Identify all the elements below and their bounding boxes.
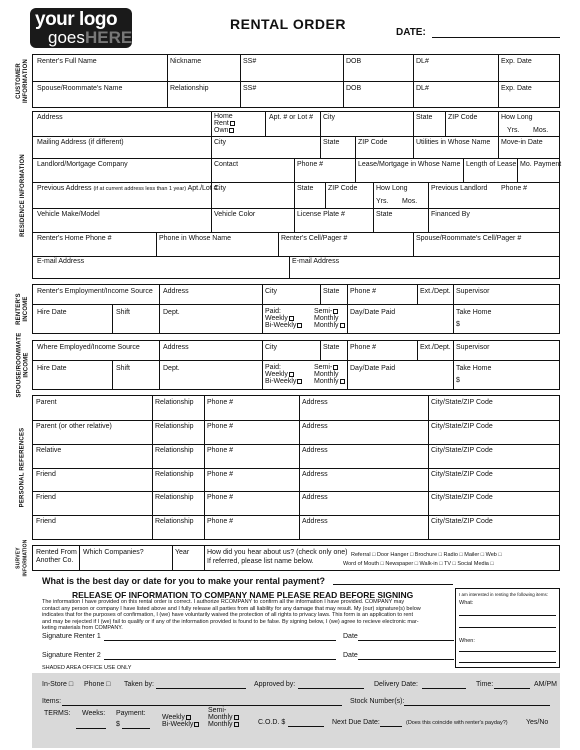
what-line-1[interactable] — [459, 615, 556, 616]
delivery-date-label: Delivery Date: — [374, 681, 418, 688]
residence-section — [32, 111, 560, 279]
side-label-references: PERSONAL REFERENCES — [19, 427, 26, 508]
prev-state-field[interactable]: State — [297, 185, 314, 192]
reference-relationship-field[interactable]: Relationship — [155, 518, 194, 526]
reference-phone-field[interactable]: Phone # — [207, 494, 234, 502]
terms-biweekly-checkbox[interactable]: Bi-Weekly — [162, 721, 199, 729]
delivery-date-field[interactable] — [422, 688, 466, 689]
day-paid-field[interactable]: Day/Date Paid — [350, 309, 396, 316]
reference-city-state-zip-field[interactable]: City/State/ZIP Code — [431, 399, 493, 406]
rented-from-field[interactable]: Rented From Another Co. — [36, 549, 77, 564]
reference-phone-field[interactable]: Phone # — [207, 470, 234, 478]
mailing-address-field[interactable]: Mailing Address (if different) — [37, 139, 124, 146]
ext-dept-field[interactable]: Ext./Dept. — [420, 288, 451, 295]
employment-field[interactable]: Renter's Employment/Income Source — [37, 288, 153, 295]
utilities-field[interactable]: Utilities in Whose Name — [416, 139, 491, 146]
signature-1-label: Signature Renter 1 — [42, 633, 101, 640]
items-label: Items: — [42, 698, 62, 705]
coincide-label: (Does this coincide with renter's payday?) — [406, 720, 508, 726]
date-1-field[interactable] — [358, 640, 454, 641]
mo-payment-field[interactable]: Mo. Payment — [520, 161, 562, 168]
spouse-ssn-field[interactable]: SS# — [243, 85, 257, 92]
prev-landlord-field[interactable]: Previous Landlord — [431, 185, 488, 192]
next-due-label: Next Due Date: — [332, 719, 380, 726]
hear-options-row2[interactable]: Word of Mouth □ Newspaper □ Walk-in □ TV □ Social Media □ — [343, 561, 494, 567]
reference-address-field[interactable]: Address — [302, 470, 328, 478]
spouse-employer-city-field[interactable]: City — [265, 344, 278, 351]
spouse-semi-monthly-checkbox[interactable]: Semi- — [314, 364, 338, 372]
phone-checkbox[interactable]: Phone □ — [84, 681, 111, 688]
employer-phone-field[interactable]: Phone # — [350, 288, 377, 295]
zip-field[interactable]: ZIP Code — [448, 114, 478, 121]
ssn-field[interactable]: SS# — [243, 58, 257, 65]
spouse-weekly-checkbox[interactable]: Weekly — [265, 371, 294, 379]
paid-label: Paid: — [265, 308, 281, 315]
approved-by-field[interactable] — [298, 688, 364, 689]
take-home-dollar: $ — [456, 321, 460, 328]
when-label: When: — [459, 638, 475, 644]
move-in-field[interactable]: Move-in Date — [501, 139, 543, 146]
shaded-area-label: SHADED AREA OFFICE USE ONLY — [42, 665, 132, 671]
reference-relationship-field[interactable]: Relationship — [155, 399, 194, 406]
signature-2-label: Signature Renter 2 — [42, 652, 101, 659]
supervisor-field[interactable]: Supervisor — [456, 288, 490, 295]
monthly-checkbox[interactable]: Monthly — [314, 322, 345, 330]
side-label-residence: RESIDENCE INFORMATION — [19, 153, 26, 237]
interested-label: I am interested in renting the following items: — [459, 592, 549, 597]
address-field[interactable]: Address — [37, 114, 63, 121]
which-companies-field[interactable]: Which Companies? — [83, 549, 144, 556]
prev-landlord-phone-field[interactable]: Phone # — [501, 185, 528, 192]
reference-address-field[interactable]: Address — [302, 399, 328, 406]
interested-box — [455, 588, 560, 668]
cod-label: C.O.D. $ — [258, 719, 286, 726]
terms-semi-label: Semi- — [208, 707, 227, 714]
spouse-monthly-checkbox[interactable]: Monthly — [314, 378, 345, 386]
date-2-label: Date — [343, 652, 358, 659]
cell-pager-field[interactable]: Renter's Cell/Pager # — [281, 235, 348, 242]
reference-name-field[interactable]: Parent (or other relative) — [36, 422, 112, 430]
year-field[interactable]: Year — [175, 549, 190, 556]
approved-by-label: Approved by: — [254, 681, 296, 688]
hire-date-field[interactable]: Hire Date — [37, 309, 67, 316]
terms-weekly-checkbox[interactable]: Weekly — [162, 714, 191, 722]
reference-city-state-zip-field[interactable]: City/State/ZIP Code — [431, 518, 493, 526]
hear-about-label: How did you hear about us? (check only one) — [207, 549, 348, 556]
spouse-semi-monthly-label: Monthly — [314, 371, 339, 378]
what-label: What: — [459, 600, 474, 606]
side-label-renters-income: RENTER'S INCOME — [16, 293, 30, 325]
reference-relationship-field[interactable]: Relationship — [155, 422, 194, 430]
renters-income-section — [32, 284, 560, 334]
payment-label: Payment: — [116, 710, 146, 717]
email-2-field[interactable]: E-mail Address — [292, 258, 340, 265]
reference-city-state-zip-field[interactable]: City/State/ZIP Code — [431, 470, 493, 478]
next-due-field[interactable] — [380, 726, 402, 727]
referred-label: If referred, please list name below. — [207, 558, 314, 565]
dob-field[interactable]: DOB — [346, 58, 362, 65]
taken-by-label: Taken by: — [124, 681, 154, 688]
spouse-dob-field[interactable]: DOB — [346, 85, 362, 92]
in-store-checkbox[interactable]: In-Store □ — [42, 681, 74, 688]
reference-relationship-field[interactable]: Relationship — [155, 494, 194, 502]
reference-address-field[interactable]: Address — [302, 422, 328, 430]
reference-phone-field[interactable]: Phone # — [207, 422, 234, 430]
terms-semi-monthly-checkbox[interactable]: Monthly — [208, 714, 239, 722]
spouse-dl-field[interactable]: DL# — [416, 85, 429, 92]
spouse-employer-phone-field[interactable]: Phone # — [350, 344, 377, 351]
when-line-2[interactable] — [459, 662, 556, 663]
spouse-dept-field[interactable]: Dept. — [163, 365, 180, 372]
vehicle-make-field[interactable]: Vehicle Make/Model — [37, 211, 100, 218]
date-label: DATE: — [396, 27, 426, 38]
side-label-customer: CUSTOMER INFORMATION — [16, 58, 29, 104]
date-field[interactable] — [432, 37, 560, 38]
spouse-name-field[interactable]: Spouse/Roommate's Name — [37, 85, 123, 92]
employer-city-field[interactable]: City — [265, 288, 278, 295]
taken-by-field[interactable] — [156, 688, 246, 689]
weekly-checkbox[interactable]: Weekly — [265, 315, 294, 323]
release-title: RELEASE OF INFORMATION TO COMPANY NAME PLEASE READ BEFORE SIGNING — [72, 590, 414, 600]
exp-date-field[interactable]: Exp. Date — [501, 58, 532, 65]
spouse-employer-state-field[interactable]: State — [323, 344, 340, 351]
license-plate-field[interactable]: License Plate # — [297, 211, 345, 218]
dept-field[interactable]: Dept. — [163, 309, 180, 316]
prev-address-field[interactable]: Previous Address (if at current address less than 1 year) Apt./Lot # — [37, 185, 218, 192]
shift-field[interactable]: Shift — [116, 309, 131, 316]
office-use-area — [32, 673, 560, 748]
reference-city-state-zip-field[interactable]: City/State/ZIP Code — [431, 422, 493, 430]
employer-state-field[interactable]: State — [323, 288, 340, 295]
spouse-paid-label: Paid: — [265, 364, 281, 371]
side-label-survey: SURVEY INFORMATION — [16, 539, 30, 577]
nickname-field[interactable]: Nickname — [170, 58, 202, 65]
best-day-field[interactable] — [333, 584, 453, 585]
logo-text-2: goes — [48, 28, 85, 47]
reference-relationship-field[interactable]: Relationship — [155, 446, 194, 454]
prev-mos-label: Mos. — [402, 198, 418, 205]
reference-name-field[interactable]: Friend — [36, 518, 56, 526]
renter-name-field[interactable]: Renter's Full Name — [37, 58, 97, 65]
reference-name-field[interactable]: Friend — [36, 470, 56, 478]
email-field[interactable]: E-mail Address — [37, 258, 85, 265]
best-day-question: What is the best day or date for you to make your rental payment? — [42, 576, 326, 586]
signature-1-field[interactable] — [104, 640, 336, 641]
company-logo — [30, 8, 132, 48]
own-checkbox[interactable]: Own — [214, 127, 234, 135]
financed-by-field[interactable]: Financed By — [431, 211, 470, 218]
spouse-take-home-dollar: $ — [456, 377, 460, 384]
survey-section — [32, 545, 560, 571]
mailing-city-field[interactable]: City — [214, 139, 227, 146]
contact-field[interactable]: Contact — [214, 161, 239, 168]
dl-field[interactable]: DL# — [416, 58, 429, 65]
reference-relationship-field[interactable]: Relationship — [155, 470, 194, 478]
city-field[interactable]: City — [323, 114, 336, 121]
terms-monthly-checkbox[interactable]: Monthly — [208, 721, 239, 729]
reference-phone-field[interactable]: Phone # — [207, 446, 234, 454]
terms-label: TERMS: — [44, 710, 71, 717]
spouse-exp-field[interactable]: Exp. Date — [501, 85, 532, 92]
date-2-field[interactable] — [358, 659, 454, 660]
semi-monthly-label: Monthly — [314, 315, 339, 322]
reference-name-field[interactable]: Relative — [36, 446, 62, 454]
stock-number-label: Stock Number(s): — [350, 698, 405, 705]
date-1-label: Date — [343, 633, 358, 640]
mailing-state-field[interactable]: State — [323, 139, 340, 146]
side-label-spouse-income: SPOUSE/ROOMMATE INCOME — [16, 332, 29, 398]
customer-section — [32, 54, 560, 108]
spouse-cell-field[interactable]: Spouse/Roommate's Cell/Pager # — [416, 235, 522, 242]
landlord-field[interactable]: Landlord/Mortgage Company — [37, 161, 128, 168]
spouse-employment-field[interactable]: Where Employed/Income Source — [37, 344, 140, 351]
spouse-biweekly-checkbox[interactable]: Bi-Weekly — [265, 378, 302, 386]
vehicle-color-field[interactable]: Vehicle Color — [214, 211, 256, 218]
employer-address-field[interactable]: Address — [163, 288, 189, 295]
reference-address-field[interactable]: Address — [302, 494, 328, 502]
biweekly-checkbox[interactable]: Bi-Weekly — [265, 322, 302, 330]
reference-phone-field[interactable]: Phone # — [207, 399, 234, 406]
references-section — [32, 395, 560, 540]
prev-zip-field[interactable]: ZIP Code — [328, 185, 358, 192]
mailing-zip-field[interactable]: ZIP Code — [358, 139, 388, 146]
yrs-label: Yrs. — [507, 127, 520, 134]
logo-text-1: your logo — [35, 9, 118, 30]
time-field[interactable] — [494, 688, 530, 689]
spouse-ext-dept-field[interactable]: Ext./Dept. — [420, 344, 451, 351]
reference-name-field[interactable]: Parent — [36, 399, 57, 406]
prev-how-long-field[interactable]: How Long — [376, 185, 408, 192]
payment-field[interactable] — [122, 728, 150, 729]
spouse-take-home-field[interactable]: Take Home — [456, 365, 492, 372]
ampm-label: AM/PM — [534, 681, 557, 688]
relationship-field[interactable]: Relationship — [170, 85, 209, 92]
lease-length-field[interactable]: Length of Lease — [466, 161, 517, 168]
mos-label: Mos. — [533, 127, 549, 134]
time-label: Time: — [476, 681, 494, 688]
cod-field[interactable] — [288, 726, 324, 727]
home-phone-field[interactable]: Renter's Home Phone # — [37, 235, 112, 242]
weeks-field[interactable] — [76, 728, 106, 729]
reference-address-field[interactable]: Address — [302, 446, 328, 454]
spouse-supervisor-field[interactable]: Supervisor — [456, 344, 490, 351]
reference-city-state-zip-field[interactable]: City/State/ZIP Code — [431, 494, 493, 502]
hear-options-row1[interactable]: Referral □ Door Hanger □ Brochure □ Radio □ Mailer □ Web □ — [351, 552, 502, 558]
reference-phone-field[interactable]: Phone # — [207, 518, 234, 526]
reference-city-state-zip-field[interactable]: City/State/ZIP Code — [431, 446, 493, 454]
state-field[interactable]: State — [416, 114, 433, 121]
reference-name-field[interactable]: Friend — [36, 494, 56, 502]
landlord-phone-field[interactable]: Phone # — [297, 161, 324, 168]
phone-whose-name-field[interactable]: Phone in Whose Name — [159, 235, 231, 242]
items-field[interactable] — [62, 705, 342, 706]
form-title: RENTAL ORDER — [230, 16, 346, 32]
spouse-hire-date-field[interactable]: Hire Date — [37, 365, 67, 372]
spouse-day-paid-field[interactable]: Day/Date Paid — [350, 365, 396, 372]
payment-dollar: $ — [116, 721, 120, 728]
lease-field[interactable]: Lease/Mortgage in Whose Name — [358, 161, 461, 168]
stock-number-field[interactable] — [404, 705, 550, 706]
spouse-shift-field[interactable]: Shift — [116, 365, 131, 372]
reference-address-field[interactable]: Address — [302, 518, 328, 526]
prev-yrs-label: Yrs. — [376, 198, 389, 205]
take-home-field[interactable]: Take Home — [456, 309, 492, 316]
how-long-field[interactable]: How Long — [501, 114, 533, 121]
release-text: The information I have provided on this rental order is correct. I authorize RCOMPANY to confirm all the information I have provided. COMPANY may contact any person or company I have listed above and I fully release all parties from all liability for any damage that may result. My (our) signature(s) below indicates that for the purposes of confirmation, I (we) have voluntarily waived the protection of all rights to privacy laws. This form is an application to rent and may be rejected if I (we) fail to qualify or if any of the information provided is found to be false. By signing below, I (we) agree to recieve electronic mar- keting materials from COMPANY. — [42, 599, 421, 631]
home-label: Home — [214, 113, 233, 120]
spouse-income-section — [32, 340, 560, 390]
spouse-employer-address-field[interactable]: Address — [163, 344, 189, 351]
rent-checkbox[interactable]: Rent — [214, 120, 235, 128]
apt-field[interactable]: Apt. # or Lot # — [269, 114, 313, 121]
logo-text-3: HERE — [85, 28, 132, 47]
weeks-label: Weeks: — [82, 710, 106, 717]
semi-monthly-checkbox[interactable]: Semi- — [314, 308, 338, 316]
plate-state-field[interactable]: State — [376, 211, 393, 218]
what-line-2[interactable] — [459, 627, 556, 628]
when-line-1[interactable] — [459, 651, 556, 652]
signature-2-field[interactable] — [104, 659, 336, 660]
yes-no-label[interactable]: Yes/No — [526, 719, 549, 726]
prev-city-field[interactable]: City — [214, 185, 227, 192]
